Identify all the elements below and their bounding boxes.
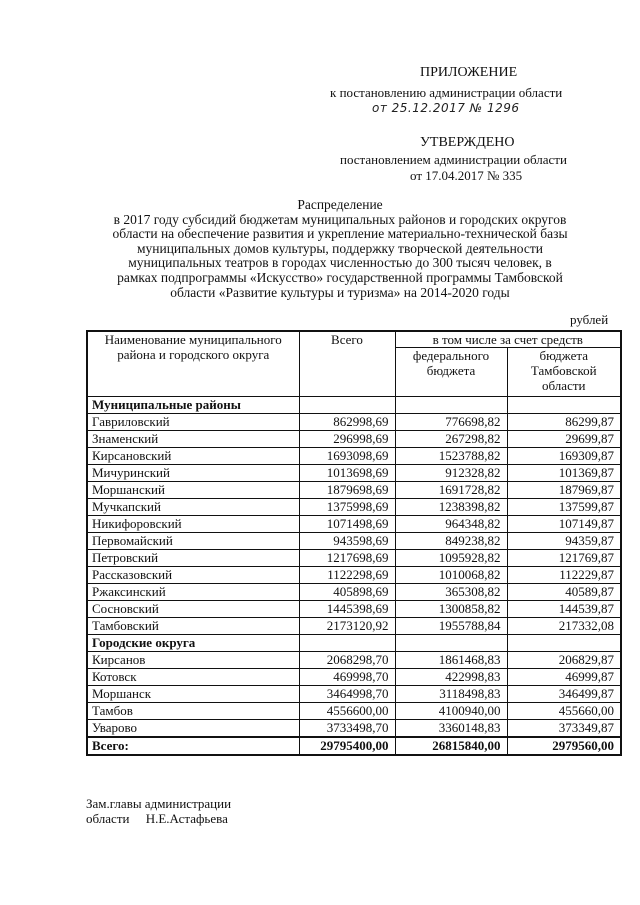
row-regional: 101369,87	[507, 465, 621, 482]
appendix-heading: ПРИЛОЖЕНИЕ	[420, 65, 518, 80]
appendix-subheading: к постановлению администрации области	[330, 85, 563, 100]
row-regional: 46999,87	[507, 669, 621, 686]
row-federal: 3360148,83	[395, 720, 507, 738]
row-federal: 964348,82	[395, 516, 507, 533]
table-row	[87, 448, 621, 465]
section-label: Городские округа	[87, 635, 299, 652]
row-total: 405898,69	[299, 584, 395, 601]
row-total: 4556600,00	[299, 703, 395, 720]
empty-cell	[507, 397, 621, 414]
title-line: рамках подпрограммы «Искусство» государственной программы Тамбовской	[117, 269, 563, 285]
total-regional: 2979560,00	[507, 737, 621, 755]
row-regional: 29699,87	[507, 431, 621, 448]
row-name: Знаменский	[87, 431, 299, 448]
row-name: Первомайский	[87, 533, 299, 550]
row-federal: 912328,82	[395, 465, 507, 482]
column-header-regional: бюджета Тамбовской области	[507, 348, 621, 397]
row-regional: 144539,87	[507, 601, 621, 618]
approved-line-1: постановлением администрации области	[340, 152, 567, 167]
row-total: 296998,69	[299, 431, 395, 448]
row-federal: 849238,82	[395, 533, 507, 550]
table-row	[87, 431, 621, 448]
table-row	[87, 686, 621, 703]
row-regional: 40589,87	[507, 584, 621, 601]
empty-cell	[507, 635, 621, 652]
row-name: Моршанск	[87, 686, 299, 703]
empty-cell	[299, 397, 395, 414]
section-label: Муниципальные районы	[87, 397, 299, 414]
row-federal: 365308,82	[395, 584, 507, 601]
row-regional: 112229,87	[507, 567, 621, 584]
approved-heading: УТВЕРЖДЕНО	[420, 135, 515, 150]
row-regional: 206829,87	[507, 652, 621, 669]
row-name: Сосновский	[87, 601, 299, 618]
row-federal: 1955788,84	[395, 618, 507, 635]
row-name: Тамбов	[87, 703, 299, 720]
row-federal: 267298,82	[395, 431, 507, 448]
row-total: 862998,69	[299, 414, 395, 431]
row-name: Тамбовский	[87, 618, 299, 635]
section-row-districts	[87, 397, 621, 414]
row-total: 3464998,70	[299, 686, 395, 703]
row-name: Мичуринский	[87, 465, 299, 482]
section-row-cities	[87, 635, 621, 652]
row-federal: 4100940,00	[395, 703, 507, 720]
row-name: Уварово	[87, 720, 299, 738]
row-regional: 86299,87	[507, 414, 621, 431]
row-regional: 137599,87	[507, 499, 621, 516]
total-sum: 29795400,00	[299, 737, 395, 755]
title-line: муниципальных театров в городах численностью до 300 тысяч человек, в	[128, 255, 552, 271]
empty-cell	[299, 635, 395, 652]
signature-name: области Н.Е.Астафьева	[86, 811, 228, 826]
column-header-total: Всего	[299, 331, 395, 397]
table-row	[87, 499, 621, 516]
row-federal: 1523788,82	[395, 448, 507, 465]
row-name: Никифоровский	[87, 516, 299, 533]
row-name: Кирсанов	[87, 652, 299, 669]
column-header-including: в том числе за счет средств	[395, 331, 621, 348]
row-federal: 422998,83	[395, 669, 507, 686]
grand-total-row	[87, 737, 621, 755]
row-total: 943598,69	[299, 533, 395, 550]
table-row	[87, 567, 621, 584]
row-regional: 169309,87	[507, 448, 621, 465]
table-row	[87, 465, 621, 482]
row-regional: 94359,87	[507, 533, 621, 550]
table-row	[87, 550, 621, 567]
row-regional: 217332,08	[507, 618, 621, 635]
row-regional: 455660,00	[507, 703, 621, 720]
total-label: Всего:	[87, 737, 299, 755]
row-name: Мучкапский	[87, 499, 299, 516]
empty-cell	[395, 635, 507, 652]
empty-cell	[395, 397, 507, 414]
title-line: в 2017 году субсидий бюджетам муниципальных районов и городских округов	[113, 211, 567, 227]
total-federal: 26815840,00	[395, 737, 507, 755]
table-row	[87, 533, 621, 550]
row-regional: 346499,87	[507, 686, 621, 703]
table-row	[87, 516, 621, 533]
units-label: рублей	[570, 312, 609, 327]
row-name: Гавриловский	[87, 414, 299, 431]
row-federal: 776698,82	[395, 414, 507, 431]
row-federal: 1691728,82	[395, 482, 507, 499]
row-total: 1375998,69	[299, 499, 395, 516]
table-row	[87, 652, 621, 669]
row-total: 1879698,69	[299, 482, 395, 499]
table-header-row-1	[87, 331, 621, 348]
row-regional: 373349,87	[507, 720, 621, 738]
table-row	[87, 618, 621, 635]
row-total: 1693098,69	[299, 448, 395, 465]
table-row	[87, 601, 621, 618]
title-line: области на обеспечение развития и укрепление материально-технической базы	[112, 226, 568, 242]
row-name: Моршанский	[87, 482, 299, 499]
handwritten-date-number: от 25.12.2017 № 1296	[372, 101, 520, 115]
row-regional: 187969,87	[507, 482, 621, 499]
row-federal: 1238398,82	[395, 499, 507, 516]
column-header-name: Наименование муниципального района и городского округа	[87, 331, 299, 397]
table-row	[87, 584, 621, 601]
approved-line-2: от 17.04.2017 № 335	[410, 168, 523, 183]
row-total: 2173120,92	[299, 618, 395, 635]
row-federal: 1300858,82	[395, 601, 507, 618]
table-row	[87, 482, 621, 499]
table-row	[87, 414, 621, 431]
table-row	[87, 703, 621, 720]
row-total: 1013698,69	[299, 465, 395, 482]
title-line: Распределение	[297, 197, 383, 212]
distribution-table	[86, 330, 622, 756]
row-regional: 107149,87	[507, 516, 621, 533]
title-line: муниципальных домов культуры, поддержку творческой деятельности	[136, 240, 544, 256]
table-row	[87, 720, 621, 738]
row-federal: 1010068,82	[395, 567, 507, 584]
table-row	[87, 669, 621, 686]
row-total: 1445398,69	[299, 601, 395, 618]
title-line: области «Развитие культуры и туризма» на 2014-2020 годы	[170, 284, 510, 300]
row-name: Ржаксинский	[87, 584, 299, 601]
row-total: 1217698,69	[299, 550, 395, 567]
row-name: Кирсановский	[87, 448, 299, 465]
row-federal: 3118498,83	[395, 686, 507, 703]
row-federal: 1095928,82	[395, 550, 507, 567]
row-name: Котовск	[87, 669, 299, 686]
row-federal: 1861468,83	[395, 652, 507, 669]
signature-position: Зам.главы администрации	[86, 796, 232, 811]
row-name: Петровский	[87, 550, 299, 567]
row-total: 1071498,69	[299, 516, 395, 533]
row-total: 2068298,70	[299, 652, 395, 669]
row-name: Рассказовский	[87, 567, 299, 584]
column-header-federal: федерального бюджета	[395, 348, 507, 397]
row-total: 469998,70	[299, 669, 395, 686]
row-total: 1122298,69	[299, 567, 395, 584]
row-total: 3733498,70	[299, 720, 395, 738]
row-regional: 121769,87	[507, 550, 621, 567]
document-title	[60, 198, 620, 300]
